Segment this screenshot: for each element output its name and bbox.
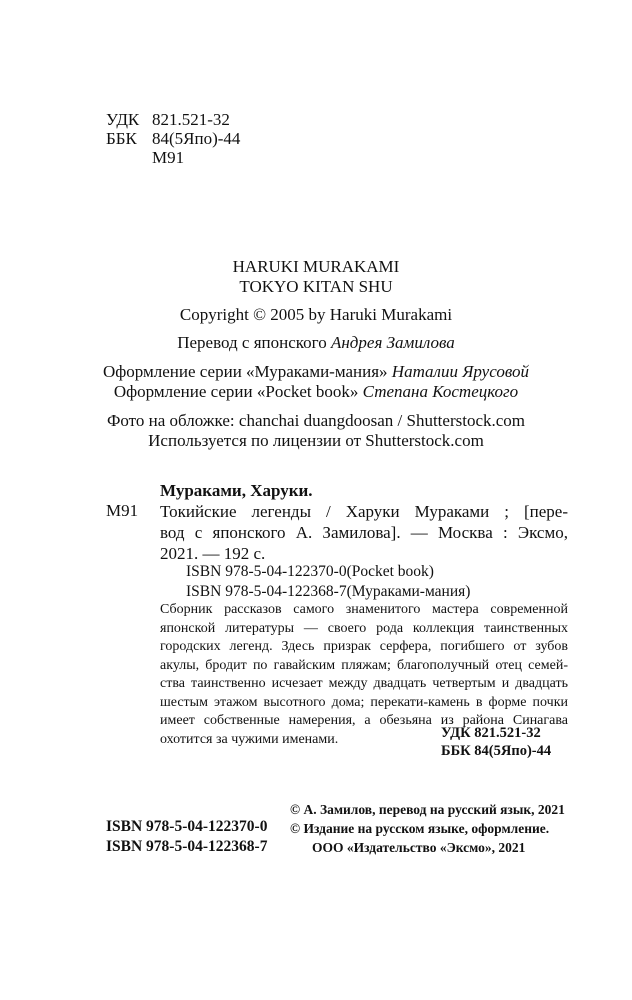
bottom-isbn-list — [106, 817, 267, 857]
annotation-line: имеет собственные намерения, а обезьяна из района Синагава — [160, 713, 568, 728]
copyright-notice: © Издание на русском языке, оформление. — [290, 821, 550, 836]
translator-name: Андрея Замилова — [330, 333, 455, 352]
original-title: TOKYO KITAN SHU — [239, 277, 393, 296]
description-line: вод с японского А. Замилова]. — Москва : Эксмо, — [160, 523, 568, 542]
annotation-line: японской литературы — своего рода коллекция таинственных — [160, 620, 568, 636]
card-bbk: ББК 84(5Япо)-44 — [441, 743, 552, 759]
original-author: HARUKI MURAKAMI — [232, 257, 400, 276]
annotation-line: Сборник рассказов самого знаменитого мастера современной — [160, 602, 568, 617]
annotation-line: охотится за чужими именами. — [160, 731, 339, 747]
catalog-description — [160, 501, 568, 564]
annotation-line: ства таинственно исчезает между двадцать четвертым и двадцать — [160, 676, 568, 691]
author-mark-row — [106, 148, 240, 167]
copyright-line: Copyright © 2005 by Haruki Murakami — [179, 305, 453, 324]
author-mark: М91 — [152, 148, 185, 167]
translation-prefix: Перевод с японского — [177, 333, 331, 352]
design-credit-2 — [0, 382, 632, 402]
description-line: 2021. — 192 с. — [160, 544, 266, 563]
bbk-label: ББК — [106, 129, 137, 148]
annotation-line: акулы, бродит по гавайским пляжам; благополучный отец семей- — [160, 657, 568, 673]
design-prefix: Оформление серии «Мураками-мания» — [102, 362, 392, 381]
classification-codes — [106, 110, 240, 167]
bottom-copyrights — [290, 800, 565, 857]
bbk-row — [106, 129, 240, 148]
description-line: Токийские легенды / Харуки Мураками ; [пере- — [160, 502, 568, 521]
bottom-isbn: ISBN 978-5-04-122370-0 — [106, 818, 268, 835]
catalog-mark: М91 — [106, 501, 139, 520]
annotation-line: шестым этажом высотного дома; перекати-камень в форме почки — [160, 694, 568, 710]
isbn-line: ISBN 978-5-04-122370-0(Pocket book) — [186, 563, 434, 580]
translation-credit — [0, 333, 632, 353]
bottom-isbn: ISBN 978-5-04-122368-7 — [106, 838, 268, 855]
bbk-value: 84(5Япо)-44 — [152, 129, 241, 148]
isbn-line: ISBN 978-5-04-122368-7(Мураками-мания) — [186, 583, 471, 600]
designer-name: Степана Костецкого — [362, 382, 519, 401]
catalog-author-heading: Мураками, Харуки. — [160, 481, 313, 500]
designer-name: Наталии Ярусовой — [391, 362, 529, 381]
card-classification — [441, 724, 551, 760]
annotation-line: городских легенд. Здесь призрак серфера, погибшего от зубов — [160, 639, 568, 654]
license-note: Используется по лицензии от Shutterstock.com — [148, 431, 484, 450]
udk-row — [106, 110, 240, 129]
design-prefix: Оформление серии «Pocket book» — [113, 382, 363, 401]
copyright-notice: © А. Замилов, перевод на русский язык, 2021 — [290, 802, 565, 817]
udk-value: 821.521-32 — [152, 110, 230, 129]
design-credit-1 — [0, 362, 632, 382]
udk-label: УДК — [106, 110, 140, 129]
copyright-notice: ООО «Издательство «Эксмо», 2021 — [312, 840, 526, 855]
photo-credit: Фото на обложке: chanchai duangdoosan / Shutterstock.com — [106, 411, 526, 430]
card-udk: УДК 821.521-32 — [441, 725, 541, 741]
catalog-isbn-list — [186, 562, 470, 602]
